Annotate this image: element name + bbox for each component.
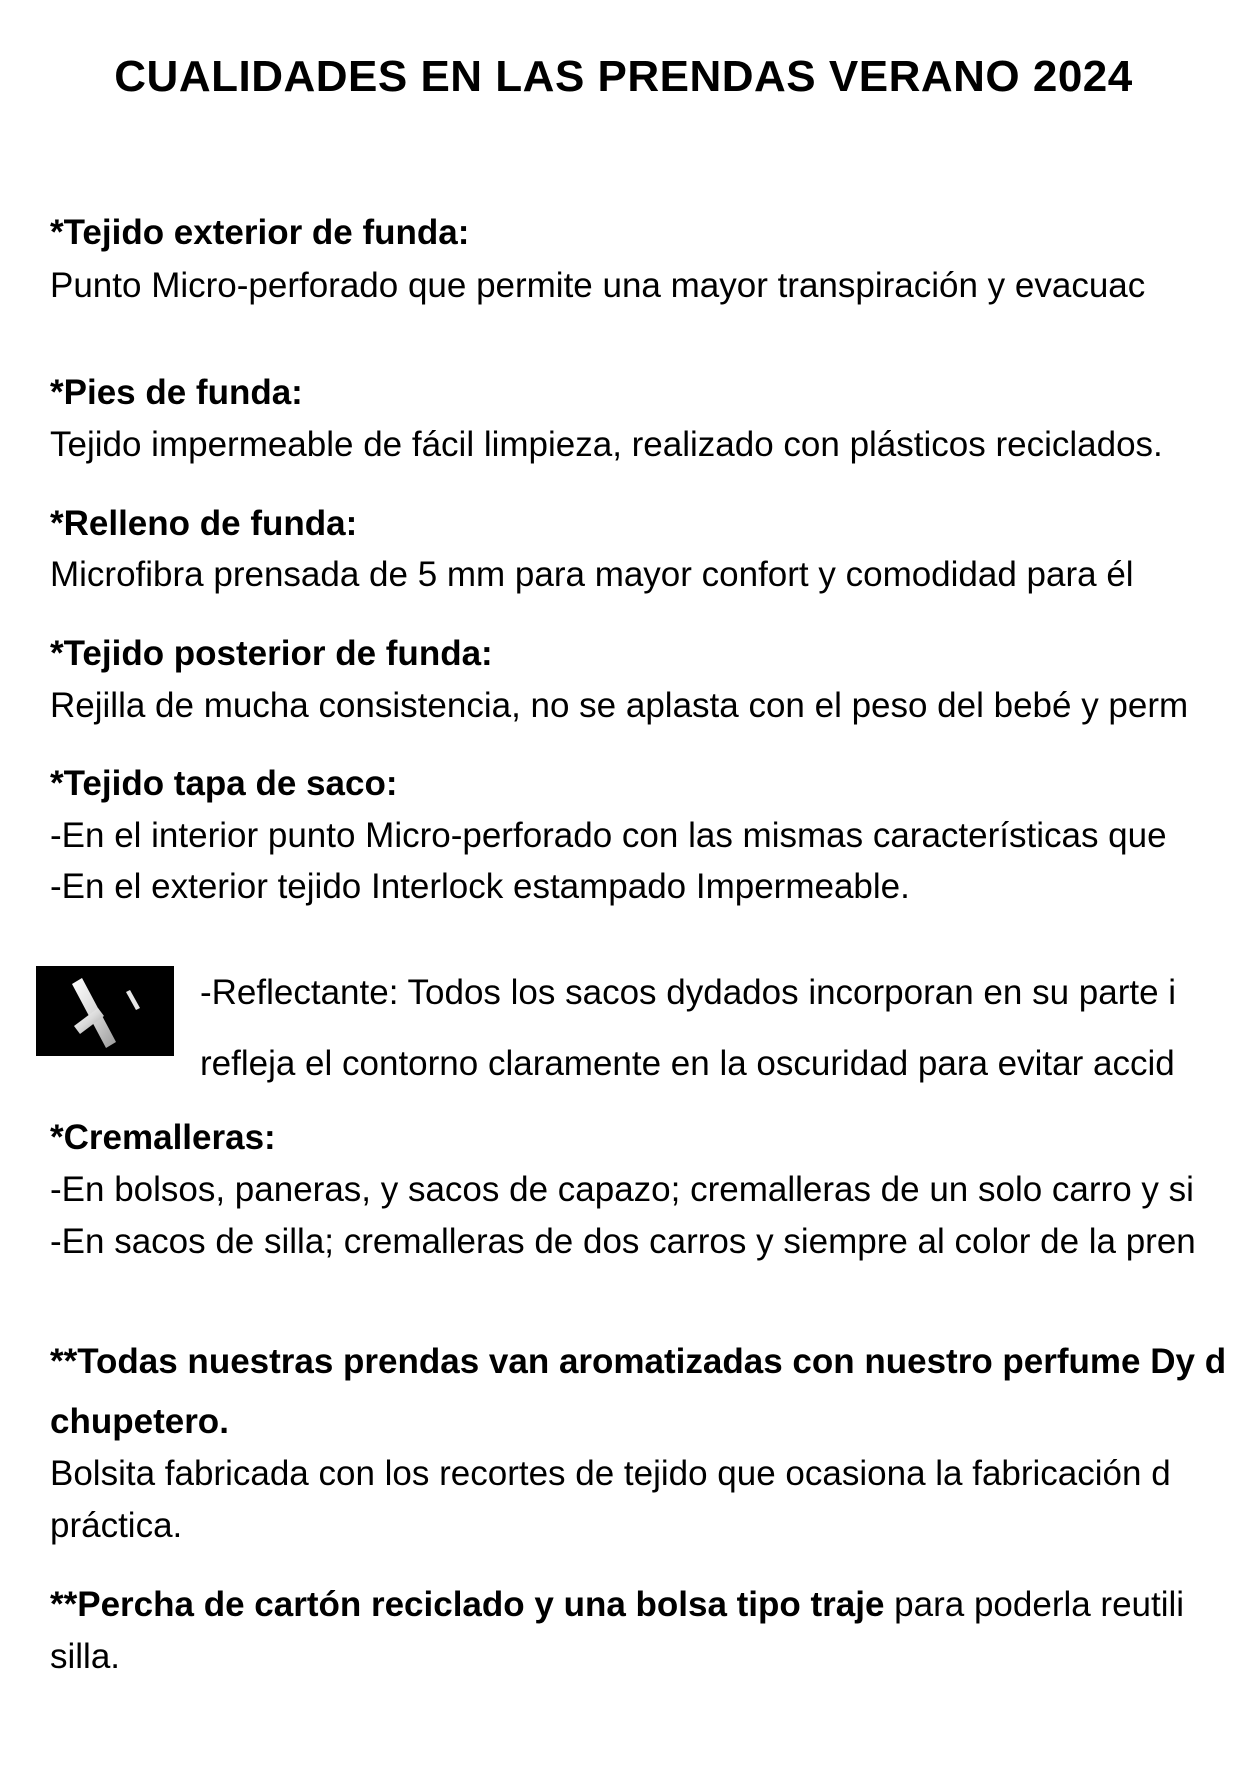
- section-heading-tapa: *Tejido tapa de saco:: [50, 764, 398, 803]
- percha-rest-text: para poderla reutili: [884, 1585, 1185, 1624]
- section-heading-relleno: *Relleno de funda:: [50, 504, 358, 543]
- section-text-cremalleras-1: -En bolsos, paneras, y sacos de capazo; cremalleras de un solo carro y si: [50, 1170, 1194, 1209]
- section-text-reflectante-1: -Reflectante: Todos los sacos dydados incorporan en su parte i: [200, 973, 1177, 1012]
- section-heading-perfume-2: chupetero.: [50, 1402, 229, 1441]
- section-heading-pies: *Pies de funda:: [50, 373, 303, 412]
- section-text-pies: Tejido impermeable de fácil limpieza, realizado con plásticos reciclados.: [50, 425, 1163, 464]
- section-text-perfume-1: Bolsita fabricada con los recortes de tejido que ocasiona la fabricación d: [50, 1454, 1171, 1493]
- section-heading-perfume-1: **Todas nuestras prendas van aromatizadas con nuestro perfume Dy d: [50, 1342, 1227, 1381]
- section-heading-posterior: *Tejido posterior de funda:: [50, 634, 493, 673]
- section-text-exterior: Punto Micro-perforado que permite una mayor transpiración y evacuac: [50, 266, 1146, 305]
- page-title: CUALIDADES EN LAS PRENDAS VERANO 2024: [114, 52, 1133, 101]
- section-text-tapa-1: -En el interior punto Micro-perforado con las mismas características que: [50, 816, 1167, 855]
- reflective-strip-icon: [36, 966, 174, 1056]
- section-text-relleno: Microfibra prensada de 5 mm para mayor confort y comodidad para él: [50, 555, 1134, 594]
- section-heading-cremalleras: *Cremalleras:: [50, 1118, 276, 1157]
- section-text-tapa-2: -En el exterior tejido Interlock estampado Impermeable.: [50, 867, 910, 906]
- section-text-reflectante-2: refleja el contorno claramente en la oscuridad para evitar accid: [200, 1044, 1175, 1083]
- percha-bold-text: **Percha de cartón reciclado y una bolsa tipo traje: [50, 1585, 885, 1624]
- section-text-percha-1: [50, 1584, 1184, 1626]
- section-text-perfume-2: práctica.: [50, 1506, 183, 1545]
- section-text-cremalleras-2: -En sacos de silla; cremalleras de dos carros y siempre al color de la pren: [50, 1222, 1196, 1261]
- section-text-percha-2: silla.: [50, 1637, 121, 1676]
- section-heading-exterior: *Tejido exterior de funda:: [50, 213, 470, 252]
- section-text-posterior: Rejilla de mucha consistencia, no se aplasta con el peso del bebé y perm: [50, 686, 1189, 725]
